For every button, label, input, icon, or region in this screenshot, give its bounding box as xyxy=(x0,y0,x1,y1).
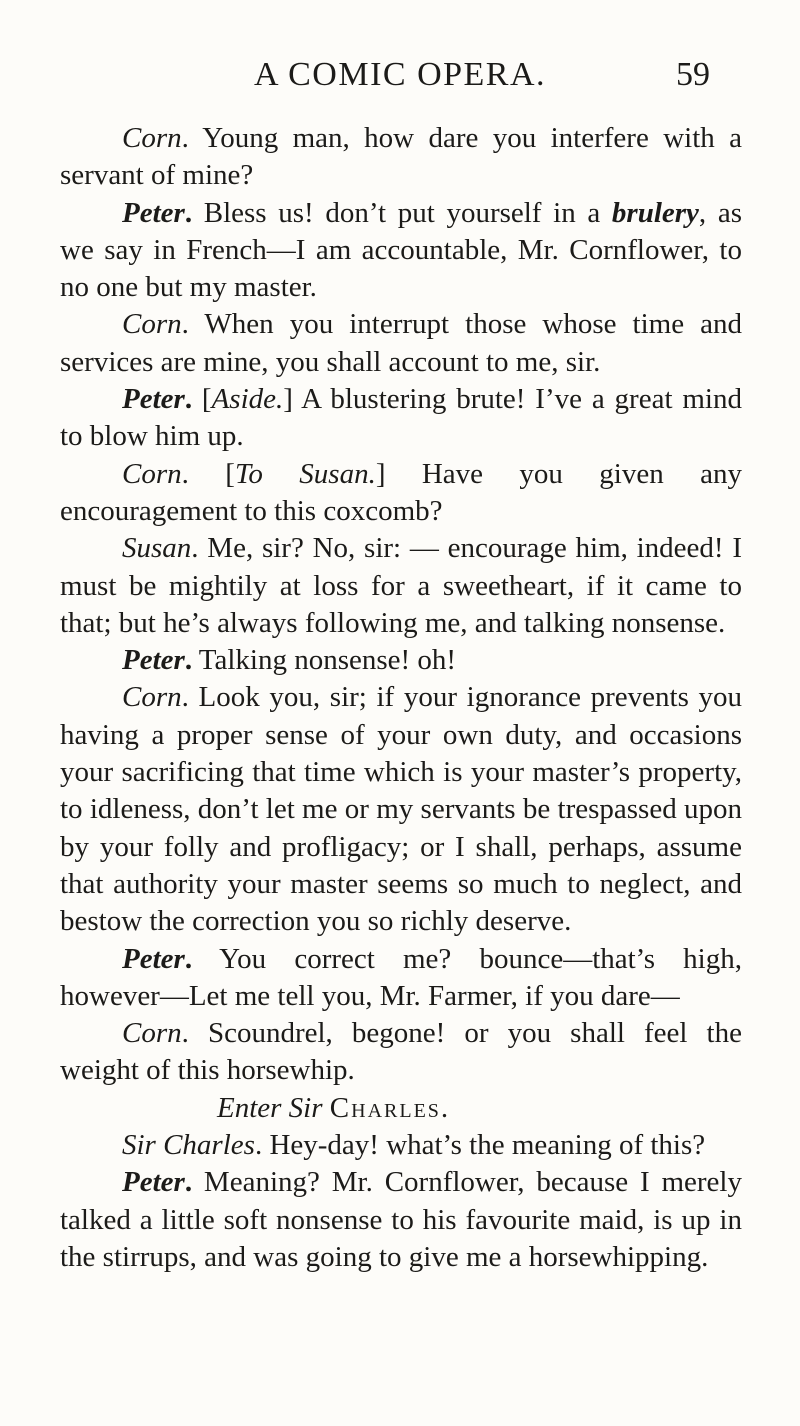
speaker-name: Sir Charles xyxy=(122,1129,255,1162)
stage-aside: Aside. xyxy=(211,383,284,416)
page-number: 59 xyxy=(676,56,710,93)
speaker-name: Corn xyxy=(122,457,182,490)
dialogue-text: , as we say in French—I am accountable, Mr. Cornflower, to no one but my master. xyxy=(60,196,742,304)
dialogue-text: ] A blustering brute! I’ve a great mind to blow him up. xyxy=(60,383,742,453)
speaker-name: Peter xyxy=(122,644,185,677)
speaker-name: Corn xyxy=(122,308,182,341)
dialogue-line: Corn. [To Susan.] Have you given any encouragement to this coxcomb? xyxy=(60,457,742,527)
speaker-name: Corn xyxy=(122,681,182,714)
dialogue-text: Scoundrel, begone! or you shall feel the weight of this horsewhip. xyxy=(60,1017,742,1087)
speaker-name: Peter xyxy=(122,383,185,416)
dialogue-line: Corn. When you interrupt those whose time and services are mine, you shall account to me, sir. xyxy=(60,308,742,378)
dialogue-line: Susan. Me, sir? No, sir: — encourage him, indeed! I must be mightily at loss for a sweetheart, if it came to that; but he’s always following me, and talking nonsense. xyxy=(60,532,742,639)
dialogue-line: Peter. Bless us! don’t put yourself in a brulery, as we say in French—I am accountable, Mr. Cornflower, to no one but my master. xyxy=(60,196,742,304)
dialogue-line: Corn. Young man, how dare you interfere with a servant of mine? xyxy=(60,122,742,192)
speaker-name: Corn xyxy=(122,1017,182,1050)
running-head xyxy=(0,56,800,106)
italic-word: brulery xyxy=(611,196,699,229)
dialogue-text: You correct me? bounce—that’s high, however—Let me tell you, Mr. Farmer, if you dare— xyxy=(60,942,742,1012)
dialogue-line: Sir Charles. Hey-day! what’s the meaning of this? xyxy=(122,1129,706,1162)
dialogue-text: Look you, sir; if your ignorance prevents you having a proper sense of your own duty, and occasions your sacrificing that time which is your master’s property, to idleness, don’t let me or my servants be trespassed upon by your folly and profligacy; or I shall, perhaps, assume that authority your master seems so much to neglect, and bestow the correction you so richly deserve. xyxy=(60,681,742,938)
speaker-name: Peter xyxy=(122,196,185,229)
stage-enter: Enter Sir xyxy=(217,1091,323,1124)
dialogue-line: Peter. [Aside.] A blustering brute! I’ve a great mind to blow him up. xyxy=(60,383,742,453)
stage-direction xyxy=(60,1090,742,1127)
dialogue-text: [ xyxy=(188,457,235,490)
dialogue-text: ] Have you given any encouragement to this coxcomb? xyxy=(60,457,742,527)
dialogue-line: Corn. Scoundrel, begone! or you shall feel the weight of this horsewhip. xyxy=(60,1017,742,1087)
speaker-name: Peter xyxy=(122,1166,185,1199)
dialogue-text: Talking nonsense! oh! xyxy=(192,644,457,677)
speaker-name: Susan xyxy=(122,532,192,565)
speaker-name: Corn xyxy=(122,122,182,154)
dialogue-text: Me, sir? No, sir: — encourage him, indeed! I must be mightily at loss for a sweetheart, if it came to that; but he’s always following me, and talking nonsense. xyxy=(60,532,742,639)
stage-aside: To Susan. xyxy=(234,457,376,490)
dialogue-text: When you interrupt those whose time and services are mine, you shall account to me, sir. xyxy=(60,308,742,378)
dialogue-body xyxy=(60,120,742,1276)
dialogue-text: [ xyxy=(192,383,212,416)
dialogue-line: Peter. Talking nonsense! oh! xyxy=(122,644,457,677)
dialogue-line: Peter. You correct me? bounce—that’s high, however—Let me tell you, Mr. Farmer, if you dare— xyxy=(60,942,742,1012)
dialogue-text: Bless us! don’t put yourself in a xyxy=(192,196,612,229)
dialogue-line: Peter. Meaning? Mr. Cornflower, because I merely talked a little soft nonsense to his favourite maid, is up in the stirrups, and was going to give me a horsewhipping. xyxy=(60,1166,742,1273)
running-title: A COMIC OPERA. xyxy=(253,56,547,93)
stage-character: Charles. xyxy=(329,1091,451,1124)
speaker-name: Peter xyxy=(122,942,185,975)
dialogue-text: Young man, how dare you interfere with a servant of mine? xyxy=(60,122,742,192)
dialogue-text: Meaning? Mr. Cornflower, because I merely talked a little soft nonsense to his favourite maid, is up in the stirrups, and was going to give me a horsewhipping. xyxy=(60,1166,742,1273)
dialogue-line: Corn. Look you, sir; if your ignorance prevents you having a proper sense of your own duty, and occasions your sacrificing that time which is your master’s property, to idleness, don’t let me or my servants be trespassed upon by your folly and profligacy; or I shall, perhaps, assume that authority your master seems so much to neglect, and bestow the correction you so richly deserve. xyxy=(60,681,742,938)
dialogue-text: Hey-day! what’s the meaning of this? xyxy=(262,1129,706,1162)
